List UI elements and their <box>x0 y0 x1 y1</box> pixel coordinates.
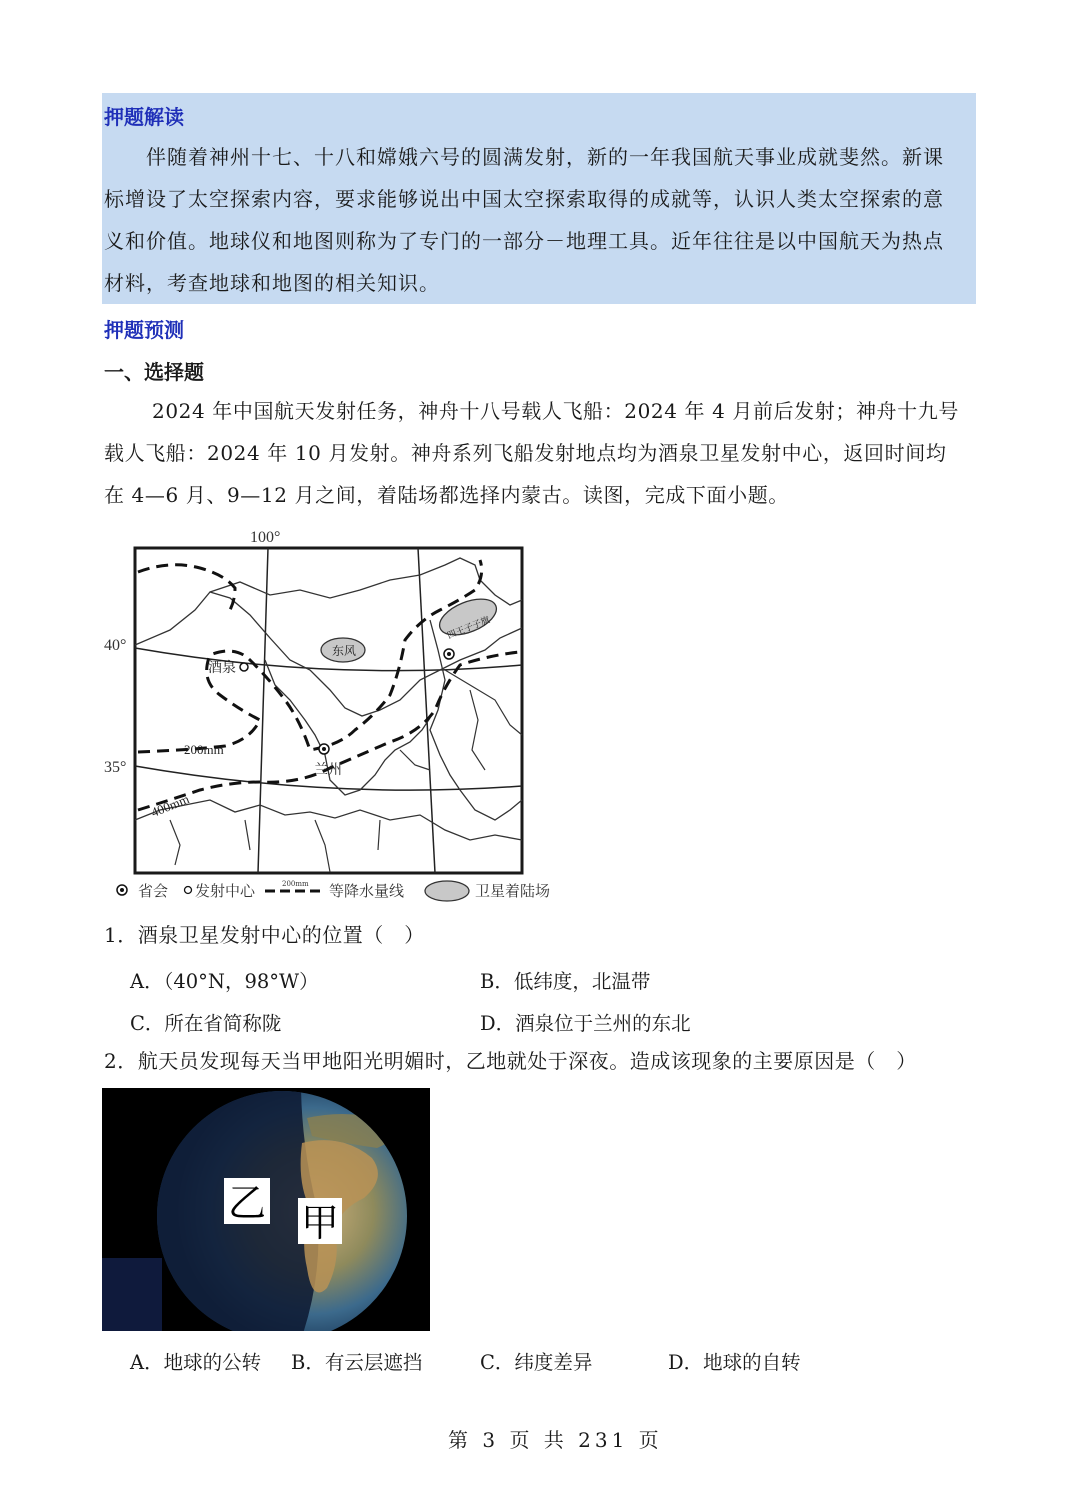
label-dongfeng: 东风 <box>332 644 357 658</box>
lat-label-35: 35° <box>104 759 127 776</box>
launch-center-jiuquan <box>240 663 248 671</box>
stem-line-2: 载人飞船：2024 年 10 月发射。神舟系列飞船发射地点均为酒泉卫星发射中心，返回时间均 <box>104 441 947 465</box>
legend-landing-label: 卫星着陆场 <box>475 882 551 900</box>
q2-stem: 2．航天员发现每天当甲地阳光明媚时，乙地就处于深夜。造成该现象的主要原因是（ ） <box>104 1049 917 1073</box>
map-frame <box>135 548 522 873</box>
legend-capital-icon-dot <box>120 888 124 892</box>
capital-lanzhou-dot <box>322 747 326 751</box>
prediction-title: 押题预测 <box>104 318 184 342</box>
q2-option-b[interactable]: B．有云层遮挡 <box>291 1351 423 1374</box>
legend-launch-icon <box>185 887 192 894</box>
earth-image <box>102 1088 430 1331</box>
map-figure <box>100 520 570 910</box>
q1-stem: 1．酒泉卫星发射中心的位置（ ） <box>104 923 425 947</box>
intro-line-2: 标增设了太空探索内容，要求能够说出中国太空探索取得的成就等，认识人类太空探索的意 <box>104 187 944 211</box>
page-footer: 第 3 页 共 231 页 <box>448 1428 663 1452</box>
q1-option-d[interactable]: D．酒泉位于兰州的东北 <box>480 1012 691 1035</box>
stem-line-1: 2024 年中国航天发射任务，神舟十八号载人飞船：2024 年 4 月前后发射；神舟十九号 <box>152 399 959 423</box>
label-yi: 乙 <box>228 1181 267 1225</box>
intro-title: 押题解读 <box>104 105 184 129</box>
label-isohyet-400: 400mm <box>148 791 192 820</box>
legend-landing-icon <box>425 881 469 901</box>
label-isohyet-200: 200mm <box>184 742 224 757</box>
blue-haze <box>102 1258 162 1331</box>
intro-line-3: 义和价值。地球仪和地图则称为了专门的一部分－地理工具。近年往往是以中国航天为热点 <box>104 229 944 253</box>
label-jia: 甲 <box>301 1201 340 1245</box>
legend-isohyet-label: 等降水量线 <box>329 882 405 900</box>
q2-option-a[interactable]: A．地球的公转 <box>130 1351 262 1374</box>
q2-option-c[interactable]: C．纬度差异 <box>480 1351 593 1374</box>
q1-option-c[interactable]: C．所在省简称陇 <box>130 1012 282 1035</box>
q2-option-d[interactable]: D．地球的自转 <box>668 1351 801 1374</box>
label-siziwang: 四王子子旗 <box>446 615 492 642</box>
intro-line-4: 材料，考查地球和地图的相关知识。 <box>104 271 440 295</box>
lat-label-40: 40° <box>104 637 127 654</box>
intro-line-1: 伴随着神州十七、十八和嫦娥六号的圆满发射，新的一年我国航天事业成就斐然。新课 <box>146 145 944 169</box>
section-title: 一、选择题 <box>104 360 204 384</box>
lon-label-100: 100° <box>250 529 281 546</box>
legend-capital-label: 省会 <box>138 882 169 900</box>
legend-launch-label: 发射中心 <box>195 882 256 900</box>
legend-isohyet-sample: 200mm <box>282 880 309 888</box>
label-jiuquan: 酒泉 <box>208 660 236 676</box>
capital-hohhot-dot <box>447 652 451 656</box>
stem-line-3: 在 4—6 月、9—12 月之间，着陆场都选择内蒙古。读图，完成下面小题。 <box>104 483 789 507</box>
label-lanzhou: 兰州 <box>314 762 342 778</box>
q1-option-a[interactable]: A．（40°N，98°W） <box>130 970 319 993</box>
q1-option-b[interactable]: B．低纬度，北温带 <box>480 970 651 993</box>
